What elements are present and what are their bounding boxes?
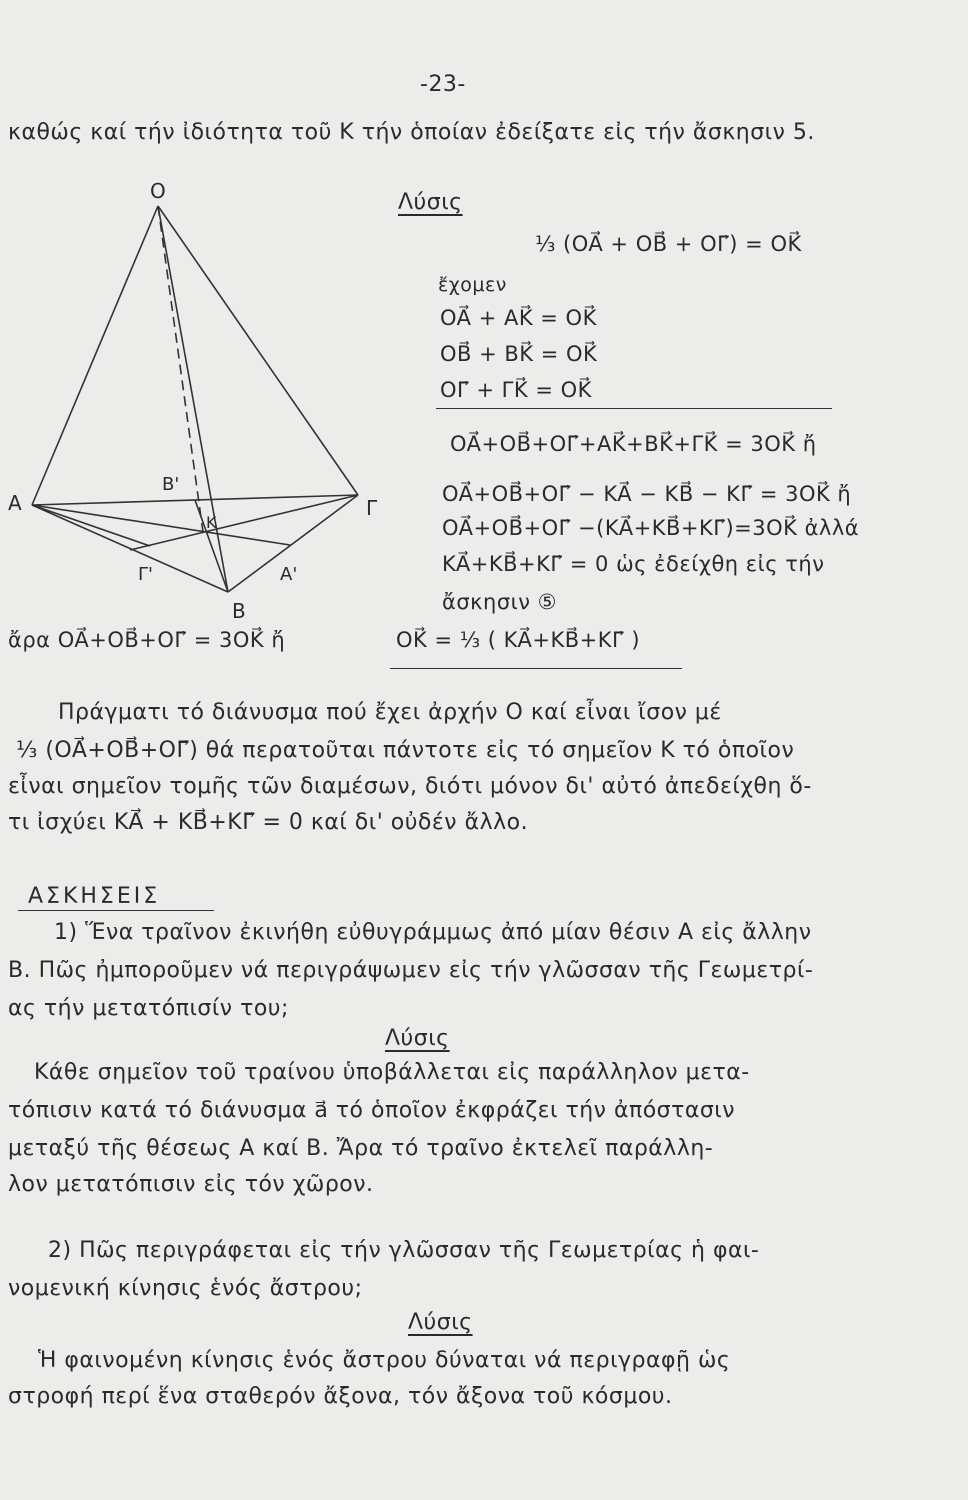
- label-G: Γ: [366, 496, 378, 520]
- edge-OG: [158, 206, 358, 495]
- label-Bp: B': [162, 474, 180, 495]
- label-A: A: [8, 491, 22, 515]
- ex1-question-line-2: B. Πῶς ἠμποροῦμεν νά περιγράψωμεν εἰς τήν γλῶσσαν τῆς Γεωμετρί-: [8, 958, 814, 983]
- paragraph-line-4: τι ἰσχύει KA⃗ + KB⃗+KΓ⃗ = 0 καί δι' οὐδέν ἄλλο.: [8, 810, 529, 835]
- solution1-eq-2: OB⃗ + BK⃗ = OK⃗: [440, 342, 598, 366]
- paragraph-line-2: ⅓ (OA⃗+OB⃗+OΓ⃗) θά περατοῦται πάντοτε εἰς τό σημεῖον K τό ὁποῖον: [16, 738, 795, 763]
- solution1-heading: Λύσις: [398, 190, 463, 215]
- solution1-step-2: OA⃗+OB⃗+OΓ⃗ − KA⃗ − KB⃗ − KΓ⃗ = 3OK⃗ ἤ: [442, 482, 852, 506]
- ex2-question-line-1: 2) Πῶς περιγράφεται εἰς τήν γλῶσσαν τῆς Γεωμετρίας ἡ φαι-: [48, 1238, 760, 1263]
- exercises-heading-rule: [18, 910, 214, 911]
- paragraph-line-1: Πράγματι τό διάνυσμα πού ἔχει ἀρχήν O καί εἶναι ἴσον μέ: [58, 700, 722, 725]
- solution1-step-5: ἄσκησιν ⑤: [442, 590, 557, 614]
- ex2-solution-heading: Λύσις: [408, 1310, 473, 1335]
- solution1-eq-3: OΓ⃗ + ΓK⃗ = OK⃗: [440, 378, 592, 402]
- median-G: [130, 495, 358, 550]
- label-O: O: [150, 179, 166, 203]
- paragraph-line-3: εἶναι σημεῖον τομῆς τῶν διαμέσων, διότι μόνον δι' αὐτό ἀπεδείχθη ὅ-: [8, 774, 812, 799]
- ex1-solution-line-4: λον μετατόπισιν εἰς τόν χῶρον.: [8, 1172, 374, 1197]
- ex1-question-line-3: ας τήν μετατόπισίν του;: [8, 996, 289, 1021]
- label-K: K: [206, 513, 217, 532]
- label-Gp: Γ': [138, 564, 153, 585]
- ex2-solution-line-1: Ἡ φαινομένη κίνησις ἑνός ἄστρου δύναται νά περιγραφῇ ὡς: [38, 1348, 731, 1373]
- edge-AB: [32, 505, 228, 592]
- edge-OA: [32, 206, 158, 505]
- ex1-solution-line-1: Κάθε σημεῖον τοῦ τραίνου ὑποβάλλεται εἰς παράλληλον μετα-: [34, 1060, 750, 1085]
- intro-line: καθώς καί τήν ἰδιότητα τοῦ Κ τήν ὁποίαν ἐδείξατε εἰς τήν ἄσκησιν 5.: [8, 120, 815, 145]
- exercises-heading: ΑΣΚΗΣΕΙΣ: [28, 884, 161, 909]
- ex2-question-line-2: νομενική κίνησις ἑνός ἄστρου;: [8, 1276, 363, 1301]
- solution1-step-3: OA⃗+OB⃗+OΓ⃗ −(KA⃗+KB⃗+KΓ⃗)=3OK⃗ ἀλλά: [442, 516, 860, 540]
- ex1-solution-line-2: τόπισιν κατά τό διάνυσμα a⃗ τό ὁποῖον ἐκφράζει τήν ἀπόστασιν: [8, 1098, 736, 1123]
- ex1-solution-line-3: μεταξύ τῆς θέσεως A καί B. Ἄρα τό τραῖνο ἐκτελεῖ παράλλη-: [8, 1136, 714, 1161]
- label-B: B: [232, 599, 246, 623]
- median-A: [32, 505, 290, 545]
- tetrahedron-figure: [0, 170, 400, 630]
- conclusion-rule: [390, 668, 682, 669]
- page-number: -23-: [420, 72, 466, 97]
- solution1-step-4: KA⃗+KB⃗+KΓ⃗ = 0 ὡς ἐδείχθη εἰς τήν: [442, 552, 825, 576]
- solution1-main-eq: ⅓ (OA⃗ + OB⃗ + OΓ⃗) = OK⃗: [535, 232, 802, 256]
- solution1-conclusion-left: ἄρα OA⃗+OB⃗+OΓ⃗ = 3OK⃗ ἤ: [8, 628, 286, 652]
- label-Ap: A': [280, 564, 298, 585]
- solution1-step-1: OA⃗+OB⃗+OΓ⃗+AK⃗+BK⃗+ΓK⃗ = 3OK⃗ ἤ: [450, 432, 817, 456]
- ex2-solution-line-2: στροφή περί ἕνα σταθερόν ἄξονα, τόν ἄξονα τοῦ κόσμου.: [8, 1384, 673, 1409]
- ex1-solution-heading: Λύσις: [385, 1026, 450, 1051]
- sum-rule: [436, 408, 832, 409]
- solution1-eq-1: OA⃗ + AK⃗ = OK⃗: [440, 306, 597, 330]
- ex1-question-line-1: 1) Ἕνα τραῖνον ἐκινήθη εὐθυγράμμως ἀπό μίαν θέσιν A εἰς ἄλλην: [54, 920, 812, 945]
- solution1-conclusion-right: OK⃗ = ⅓ ( KA⃗+KB⃗+KΓ⃗ ): [396, 628, 641, 652]
- solution1-have: ἔχομεν: [438, 274, 507, 296]
